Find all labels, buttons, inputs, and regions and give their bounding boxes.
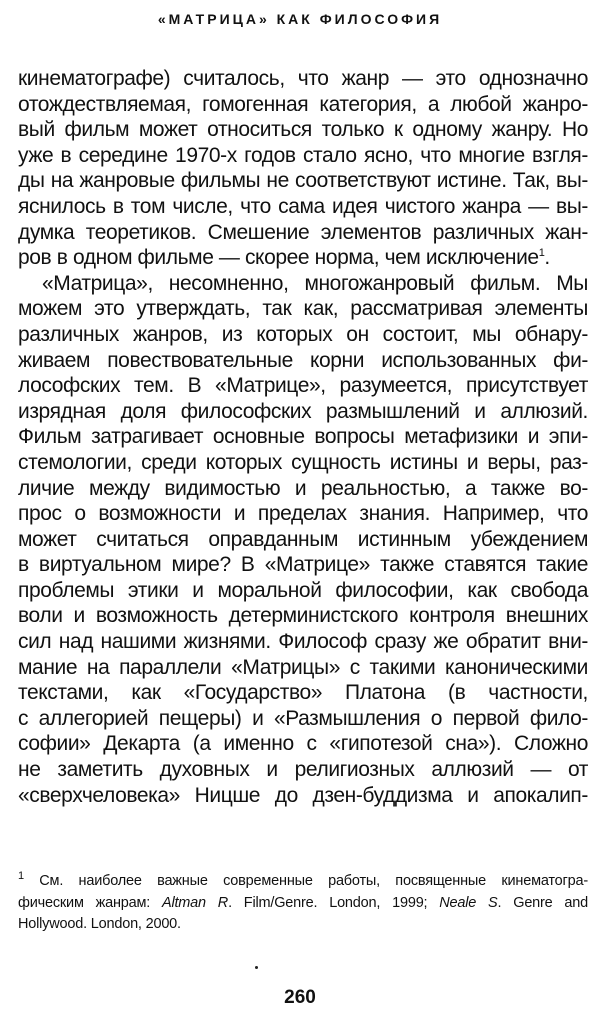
text-line: различных жанров, из которых он состоит, мы обнару- [18,322,588,346]
text-line: яснилось в том числе, что сама идея чистого жанра — вы- [18,194,588,218]
text-line: в виртуальном мире? В «Матрице» также ставятся такие [18,553,588,577]
footnote-reference[interactable]: 1 [538,247,545,260]
text-segment: фическим жанрам: [18,894,162,911]
text-line: воли и возможность детерминистского контроля внешних [18,604,588,628]
text-segment: . Film/Genre. London, 1999; [228,894,440,911]
footnote-line: Hollywood. London, 2000. [18,916,181,932]
text-line: софии» Декарта (а именно с «гипотезой сна»). Сложно [18,732,588,756]
text-line: текстами, как «Государство» Платона (в частности, [18,681,588,705]
text-line: стемологии, среди которых сущность истины и веры, раз- [18,450,588,474]
text-line: может считаться оправданным истинным убеждением [18,527,588,551]
text-line: ды на жанровые фильмы не соответствуют истине. Так, вы- [18,169,588,193]
text-line: личие между видимостью и реальностью, а также во- [18,476,588,500]
text-line: сил над нашими жизнями. Философ сразу же обратит вни- [18,630,588,654]
body-text [18,66,588,808]
text-line: с аллегорией пещеры) и «Размышления о первой фило- [18,706,588,730]
text-line: можем это утверждать, так как, рассматривая элементы [18,297,588,321]
print-speck [255,966,258,969]
text-line: лософских тем. В «Матрице», разумеется, присутствует [18,374,588,398]
text-line: ров в одном фильме — скорее норма, чем исключение$^1$. [18,246,550,270]
text-line: проблемы этики и моральной философии, как свобода [18,578,588,602]
text-line: кинематографе) считалось, что жанр — это однозначно [18,67,588,90]
text-line: прос о возможности и пределах знания. Например, что [18,502,588,526]
footnote-line [18,893,588,915]
text-line: отождествляемая, гомогенная категория, а любой жанро- [18,92,588,116]
paragraph-1 [18,66,588,271]
footnote-line [18,871,588,893]
text-line: мание на параллели «Матрицы» с такими каноническими [18,655,588,679]
text-line: не заметить духовных и религиозных аллюзий — от [18,758,588,782]
text-segment: См. наиболее важные современные работы, посвященные кинематогра- [23,873,588,889]
text-line: «Матрица», несомненно, многожанровый фильм. Мы [42,271,588,295]
text-line: живаем повествовательные корни использованных фи- [18,348,588,372]
text-segment: ров в одном фильме — скорее норма, чем исключение [18,246,539,270]
author-name: Neale S [439,894,498,911]
text-line: вый фильм может относиться только к одному жанру. Но [18,118,588,142]
paragraph-2 [18,271,588,808]
page-number: 260 [284,987,316,1008]
text-line: думка теоретиков. Смешение элементов различных жан- [18,220,588,244]
running-header: «МАТРИЦА» КАК ФИЛОСОФИЯ [157,11,443,27]
text-line: изрядная доля философских размышлений и аллюзий. [18,399,588,423]
footnote-marker: 1 [18,870,24,883]
text-line: уже в середине 1970-х годов стало ясно, что многие взгля- [18,143,588,167]
text-segment: . Genre and [497,894,589,911]
author-name: Altman R [161,894,229,911]
footnote [18,871,588,936]
text-line: Фильм затрагивает основные вопросы метафизики и эпи- [18,425,588,449]
text-line: «сверхчеловека» Ницше до дзен-буддизма и апокалип- [18,783,588,807]
